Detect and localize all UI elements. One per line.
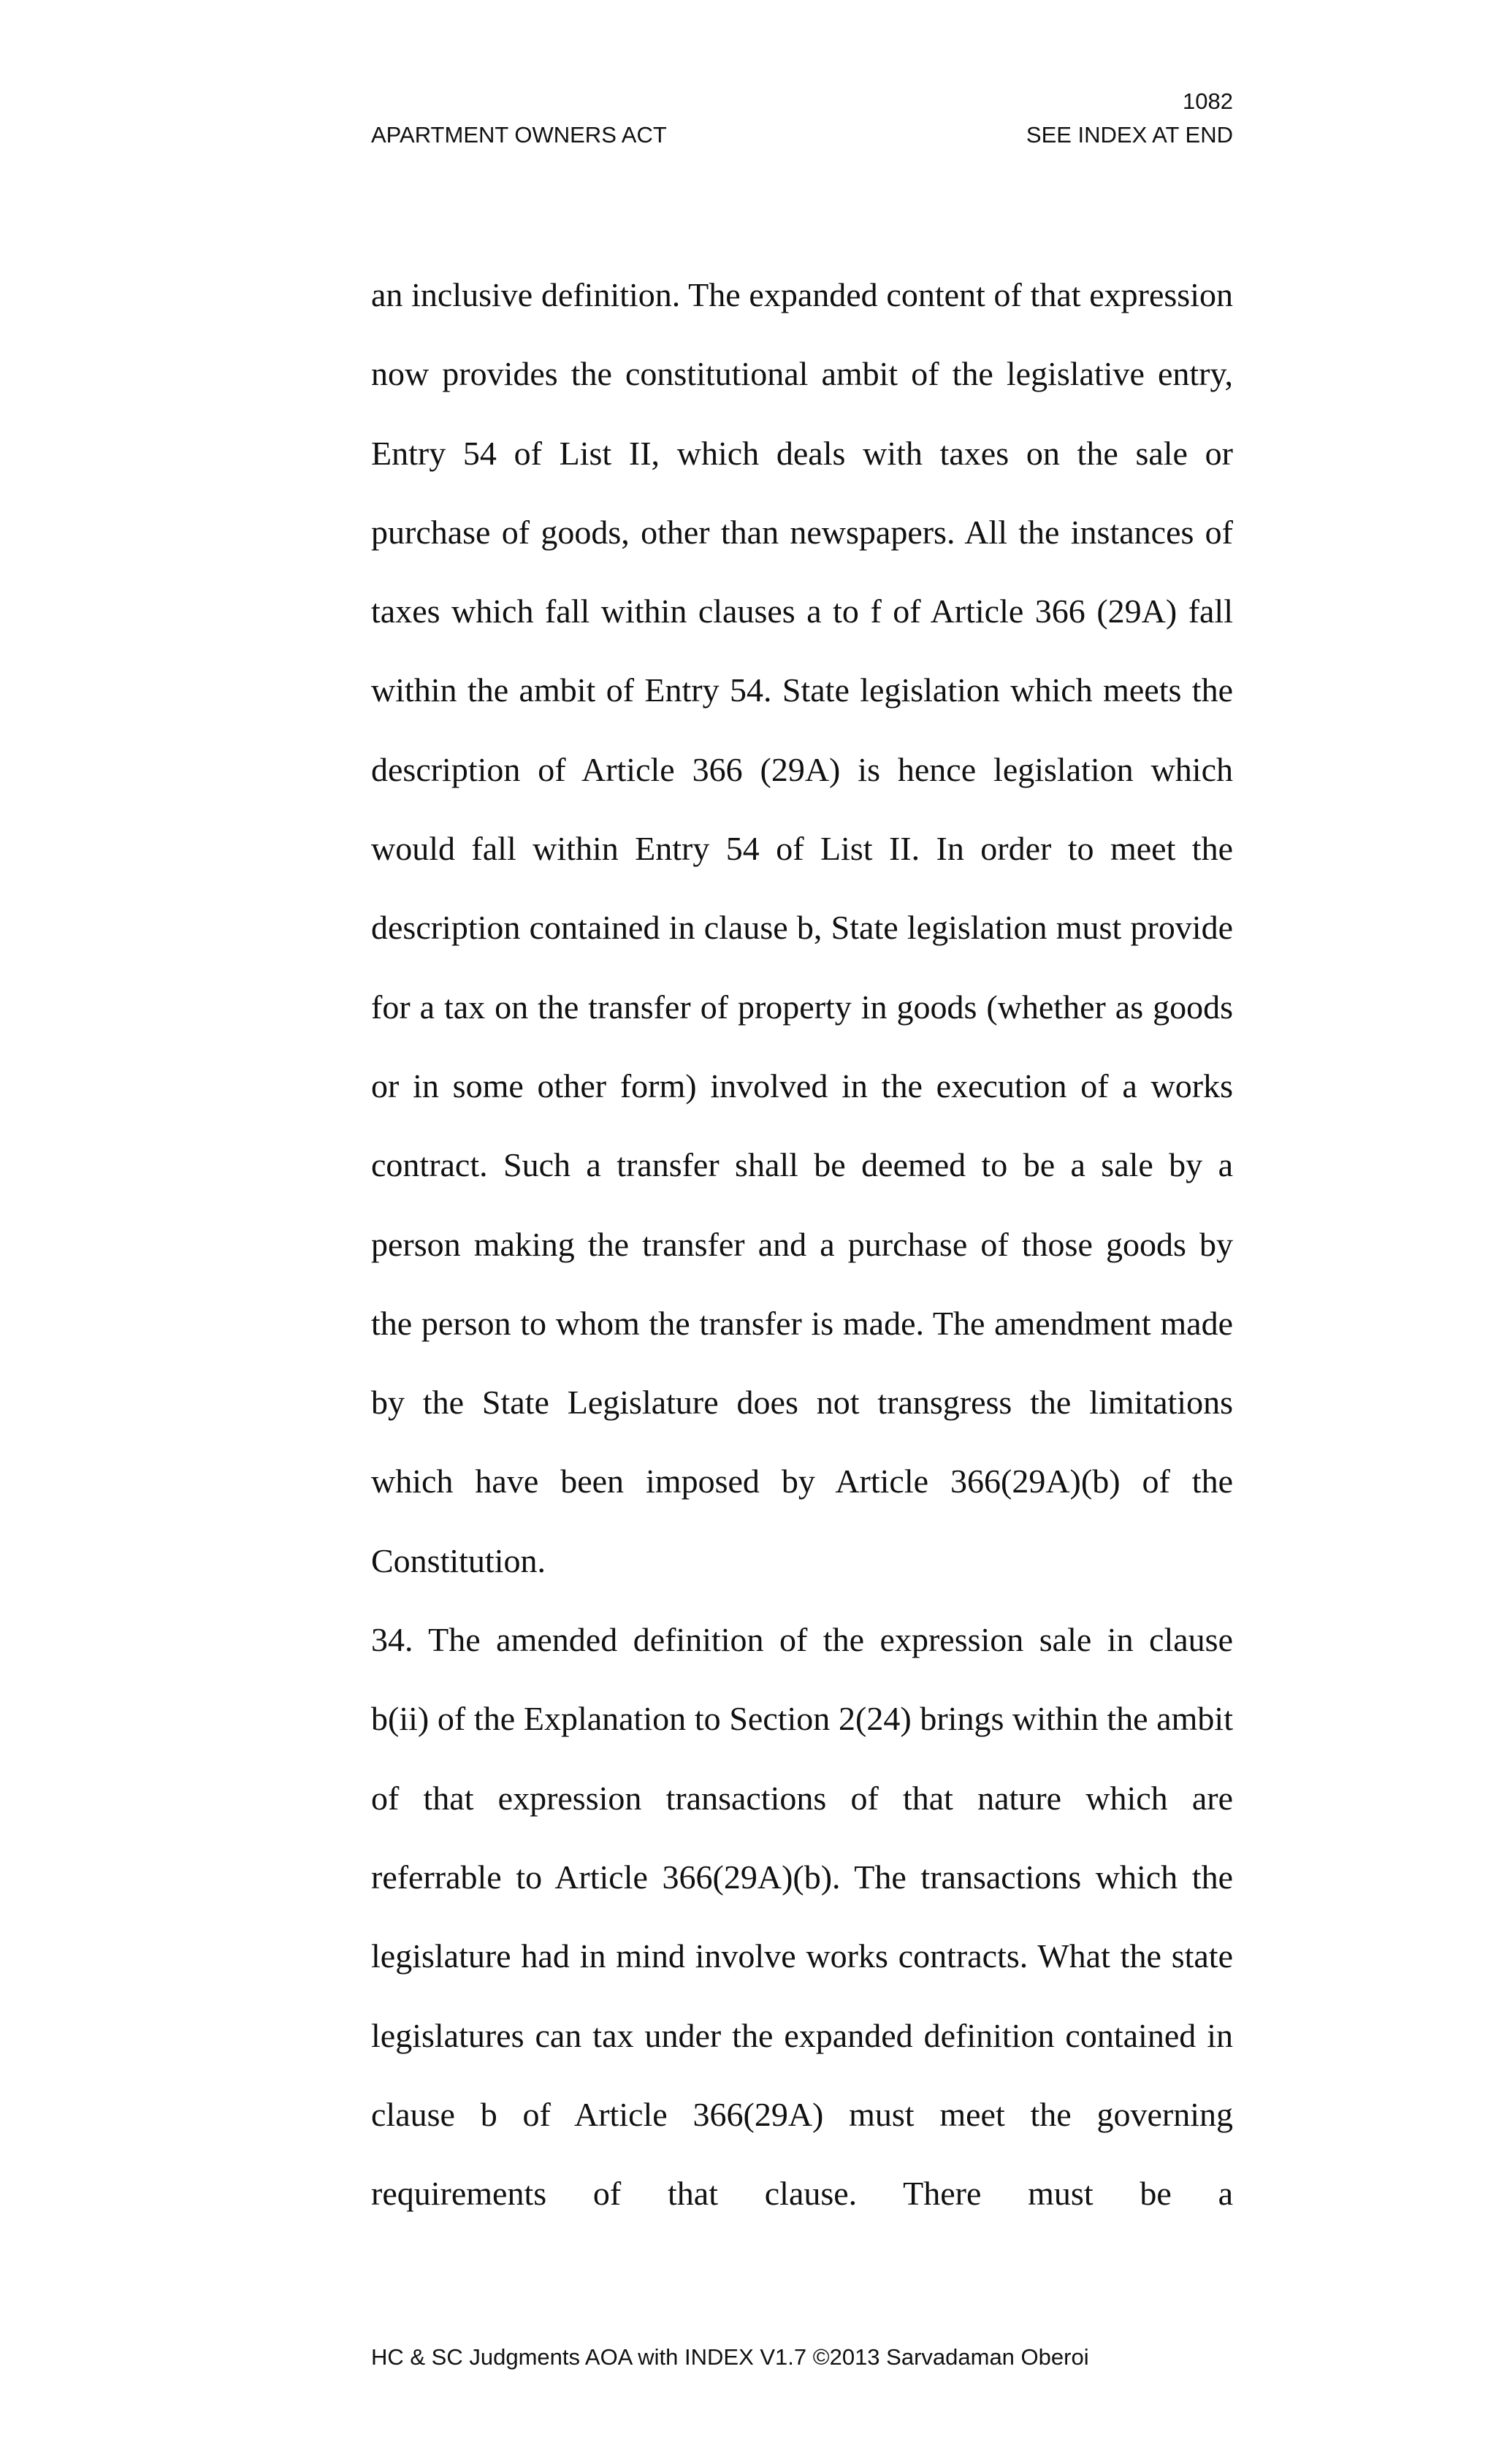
document-body [371, 256, 1233, 2233]
running-head-index-note: SEE INDEX AT END [1026, 122, 1233, 148]
paragraph-34: 34. The amended definition of the expression sale in clause b(ii) of the Explanation to Section 2(24) brings within the ambit of that expression transactions of that nature which are referrable to Article 366(29A)(b). The transactions which the legislature had in mind involve works contracts. What the state legislatures can tax under the expanded definition contained in clause b of Article 366(29A) must meet the governing requirements of that clause. There must be a [371, 1621, 1233, 2213]
running-head-title: APARTMENT OWNERS ACT [371, 122, 667, 148]
page-number: 1082 [1183, 88, 1233, 114]
paragraph-continued: an inclusive definition. The expanded content of that expression now provides the constitutional ambit of the legislative entry, Entry 54 of List II, which deals with taxes on the sale or purchase of goods, other than newspapers. All the instances of taxes which fall within clauses a to f of Article 366 (29A) fall within the ambit of Entry 54. State legislation which meets the description of Article 366 (29A) is hence legislation which would fall within Entry 54 of List II. In order to meet the description contained in clause b, State legislation must provide for a tax on the transfer of property in goods (whether as goods or in some other form) involved in the execution of a works contract. Such a transfer shall be deemed to be a sale by a person making the transfer and a purchase of those goods by the person to whom the transfer is made. The amendment made by the State Legislature does not transgress the limitations which have been imposed by Article 366(29A)(b) of the Constitution. [371, 276, 1233, 1579]
page-footer: HC & SC Judgments AOA with INDEX V1.7 ©2013 Sarvadaman Oberoi [371, 2344, 1089, 2370]
